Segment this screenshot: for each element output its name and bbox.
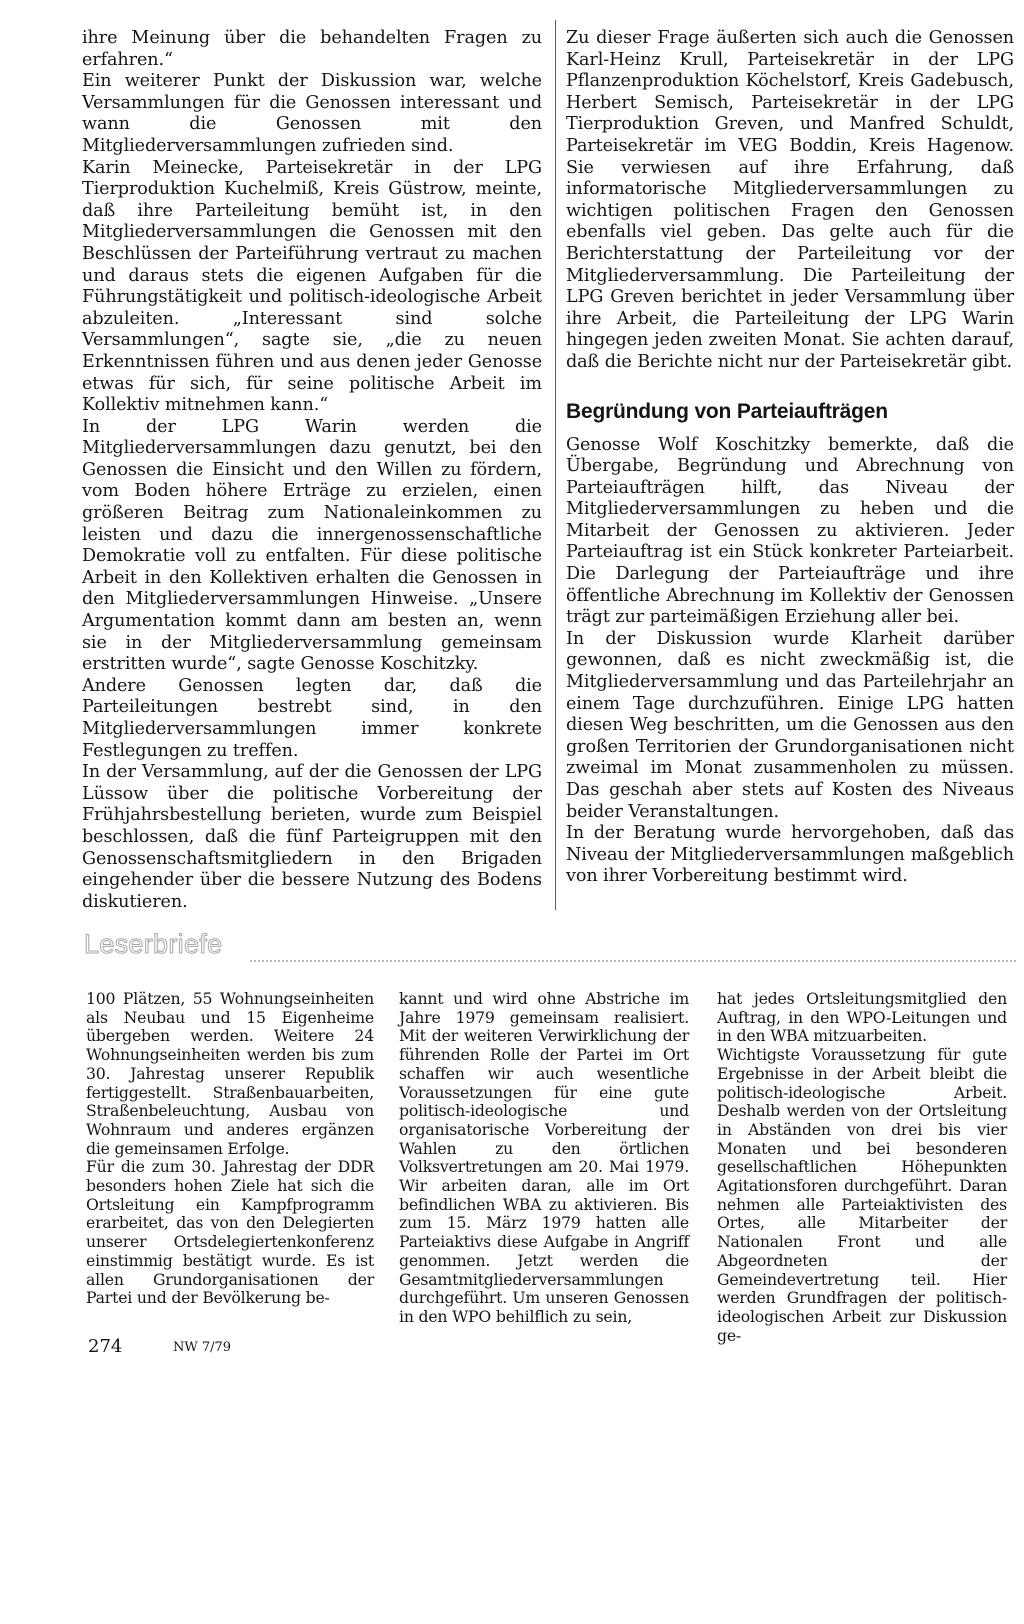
article-paragraph: In der LPG Warin werden die Mitgliederversammlungen dazu genutzt, bei den Genossen die Einsicht und den Willen zu fördern, vom Boden höhere Erträge zu erzielen, einen größeren Beitrag zum Nationaleinkommen zu leisten und dazu die innergenossenschaftliche Demokratie voll zu entfalten. Für diese politische Arbeit in den Kollektiven erhalten die Genossen in den Mitgliederversammlungen Hinweise. „Unsere Argumentation kommt dann am besten an, wenn sie in der Mitgliederversammlung gemeinsam erstritten wurde“, sagte Genosse Koschitzky. <box>82 416 542 675</box>
article-column-right <box>566 28 1014 888</box>
letter-paragraph: 100 Plätzen, 55 Wohnungseinheiten als Neubau und 15 Eigenheime übergeben werden. Weitere 24 Wohnungseinheiten werden bis zum 30. Jahrestag unserer Republik fertiggestellt. Straßenbauarbeiten, Straßenbeleuchtung, Ausbau von Wohnraum und anderes ergänzen die gemeinsamen Erfolge. <box>86 989 374 1158</box>
column-divider <box>555 20 556 910</box>
letters-column-3 <box>717 990 1007 1345</box>
letters-section-label: Leserbriefe <box>84 929 223 959</box>
article-column-left <box>82 28 542 913</box>
article-paragraph: In der Diskussion wurde Klarheit darüber gewonnen, daß es nicht zweckmäßig ist, die Mitgliederversammlung und das Parteilehrjahr an einem Tage durchzuführen. Einige LPG hatten diesen Weg beschritten, um die Genossen aus den großen Territorien der Grundorganisationen nicht zweimal im Monat zusammenholen zu müssen. Das geschah aber stets auf Kosten des Niveaus beider Veranstaltungen. <box>566 628 1014 822</box>
journal-issue: NW 7/79 <box>173 1340 232 1355</box>
article-paragraph: Karin Meinecke, Parteisekretär in der LPG Tierproduktion Kuchelmiß, Kreis Güstrow, meinte, daß ihre Parteileitung bemüht ist, in den Mitgliederversammlungen die Genossen mit den Beschlüssen der Parteiführung vertraut zu machen und daraus stets die eigenen Aufgaben für die Führungstätigkeit und politisch-ideologische Arbeit abzuleiten. „Interessant sind solche Versammlungen“, sagte sie, „die zu neuen Erkenntnissen führen und aus denen jeder Genosse etwas für sich, für seine politische Arbeit im Kollektiv mitnehmen kann.“ <box>82 157 542 416</box>
letters-column-2 <box>399 990 689 1327</box>
article-paragraph: In der Versammlung, auf der die Genossen der LPG Lüssow über die politische Vorbereitung der Frühjahrsbestellung berieten, wurde zum Beispiel beschlossen, daß die fünf Parteigruppen mit den Genossenschaftsmitgliedern in den Brigaden eingehender über die bessere Nutzung des Bodens diskutieren. <box>82 762 542 912</box>
article-paragraph: Ein weiterer Punkt der Diskussion war, welche Versammlungen für die Genossen interessant und wann die Genossen mit den Mitgliederversammlungen zufrieden sind. <box>82 71 542 156</box>
section-rule <box>250 960 1016 962</box>
letter-paragraph: Wichtigste Voraussetzung für gute Ergebnisse in der Arbeit bleibt die politisch-ideologische Arbeit. Deshalb werden von der Ortsleitung in Abständen von drei bis vier Monaten und bei besonderen gesellschaftlichen Höhepunkten Agitationsforen durchgeführt. Daran nehmen alle Parteiaktivisten des Ortes, alle Mitarbeiter der Nationalen Front und alle Abgeordneten der Gemeindevertretung teil. Hier werden Grundfragen der politisch-ideologischen Arbeit zur Diskussion ge- <box>717 1045 1007 1345</box>
letter-paragraph: Für die zum 30. Jahrestag der DDR besonders hohen Ziele hat sich die Ortsleitung ein Kampfprogramm erarbeitet, das von den Delegierten unserer Ortsdelegiertenkonferenz einstimmig bestätigt wurde. Es ist allen Grundorganisationen der Partei und der Bevölkerung be- <box>86 1157 374 1308</box>
article-paragraph: Andere Genossen legten dar, daß die Parteileitungen bestrebt sind, in den Mitgliederversammlungen immer konkrete Festlegungen zu treffen. <box>82 675 542 761</box>
article-paragraph: Zu dieser Frage äußerten sich auch die Genossen Karl-Heinz Krull, Parteisekretär in der LPG Pflanzenproduktion Köchelstorf, Kreis Gadebusch, Herbert Semisch, Parteisekretär in der LPG Tierproduktion Greven, und Manfred Schuldt, Parteisekretär im VEG Boddin, Kreis Hagenow. Sie verwiesen auf ihre Erfahrung, daß informatorische Mitgliederversammlungen zu wichtigen politischen Fragen den Genossen ebenfalls viel geben. Das gelte auch für die Berichterstattung der Parteileitung vor der Mitgliederversammlung. Die Parteileitung der LPG Greven berichtet in jeder Versammlung über ihre Arbeit, die Parteileitung der LPG Warin hingegen jeden zweiten Monat. Sie achten darauf, daß die Berichte nicht nur der Parteisekretär gibt. <box>566 28 1014 372</box>
section-heading: Begründung von Parteiaufträgen <box>566 399 888 423</box>
article-paragraph: ihre Meinung über die behandelten Fragen zu erfahren.“ <box>82 28 542 70</box>
letter-paragraph: hat jedes Ortsleitungsmitglied den Auftrag, in den WPO-Leitungen und in den WBA mitzuarbeiten. <box>717 989 1007 1046</box>
page-number: 274 <box>88 1336 123 1357</box>
letters-column-1 <box>86 990 374 1308</box>
article-paragraph: Genosse Wolf Koschitzky bemerkte, daß die Übergabe, Begründung und Abrechnung von Parteiaufträgen hilft, das Niveau der Mitgliederversammlungen zu heben und die Mitarbeit der Genossen zu aktivieren. Jeder Parteiauftrag ist ein Stück konkreter Parteiarbeit. Die Darlegung der Parteiaufträge und ihre öffentliche Abrechnung im Kollektiv der Genossen trägt zur parteimäßigen Erziehung aller bei. <box>566 434 1014 628</box>
letters-divider <box>704 984 705 1624</box>
letters-divider <box>388 984 389 1624</box>
article-paragraph: In der Beratung wurde hervorgehoben, daß das Niveau der Mitgliederversammlungen maßgeblich von ihrer Vorbereitung bestimmt wird. <box>566 823 1014 887</box>
letter-paragraph: kannt und wird ohne Abstriche im Jahre 1979 gemeinsam realisiert. Mit der weiteren Verwirklichung der führenden Rolle der Partei im Ort schaffen wir auch wesentliche Voraussetzungen für eine gute politisch-ideologische und organisatorische Vorbereitung der Wahlen zu den örtlichen Volksvertretungen am 20. Mai 1979. Wir arbeiten daran, alle im Ort befindlichen WBA zu aktivieren. Bis zum 15. März 1979 hatten alle Parteiaktivs diese Aufgabe in Angriff genommen. Jetzt werden die Gesamtmitgliederversammlungen durchgeführt. Um unseren Genossen in den WPO behilflich zu sein, <box>399 989 689 1326</box>
